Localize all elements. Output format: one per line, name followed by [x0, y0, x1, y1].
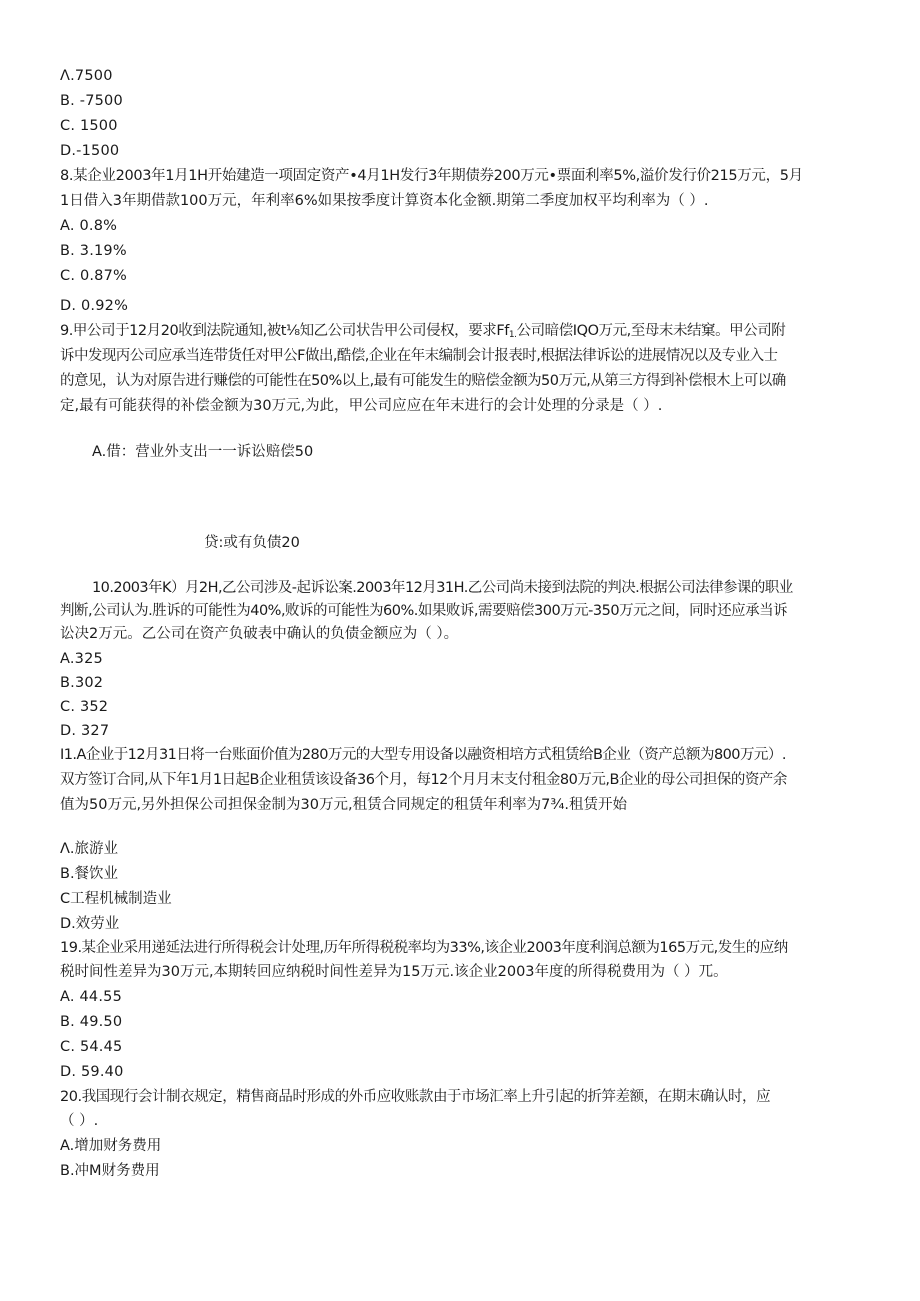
q8-option-d: D. 0.92% — [60, 298, 129, 314]
q9-stem-line-3: 的意见，认为对原告进行赚偿的可能性在50%以上,最有可能发生的赔偿金额为50万元,从第三方得到补偿根木上可以确 — [60, 373, 786, 389]
q9-entry-credit: 贷:或有负债20 — [204, 535, 300, 551]
q19-option-c: C. 54.45 — [60, 1039, 123, 1055]
q20-option-a: A.增加财务费用 — [60, 1138, 162, 1154]
q9-stem-line-4: 定,最有可能获得的补偿金额为30万元,为此，甲公司应应在年末进行的会计处理的分录是（ ）. — [60, 398, 663, 414]
q8-option-b: B. 3.19% — [60, 243, 127, 259]
q20-stem-line-2: （ ）. — [60, 1113, 99, 1129]
industry-option-d: D.效劳业 — [60, 916, 120, 932]
q20-stem-line-1: 20.我国现行会计制衣规定，精售商品时形成的外币应收账款由于市场汇率上升引起的折笄差额，在期末确认时，应 — [60, 1089, 771, 1105]
q19-option-b: B. 49.50 — [60, 1014, 123, 1030]
q7-option-b: B. -7500 — [60, 93, 123, 109]
industry-option-b: B.餐饮业 — [60, 866, 119, 882]
q10-stem-line-1: 10.2003年K）月2H,乙公司涉及-起诉讼案.2003年12月31H.乙公司尚未接到法院的判决.根据公司法律参课的职业 — [92, 580, 793, 596]
q10-option-a: A.325 — [60, 651, 103, 667]
q8-option-c: C. 0.87% — [60, 268, 128, 284]
q8-stem-line-1: 8.某企业2003年1月1H开始建造一项固定资产•4月1H发行3年期债券200万元•票面利率5%,溢价发行价215万元，5月 — [60, 168, 803, 184]
q9-line-1-subscript: 1. — [508, 330, 517, 340]
q11-stem-line-2: 双方签订合同,从下年1月1日起B企业租赁该设备36个月，每12个月月末支付租金80万元,B企业的母公司担保的资产余 — [60, 772, 787, 788]
q8-option-a: A. 0.8% — [60, 218, 118, 234]
q9-entry-debit: A.借：营业外支出一一诉讼赔偿50 — [92, 444, 314, 460]
q19-option-d: D. 59.40 — [60, 1064, 124, 1080]
industry-option-a: Λ.旅游业 — [60, 841, 119, 857]
q7-option-c: C. 1500 — [60, 118, 118, 134]
q10-option-c: C. 352 — [60, 699, 109, 715]
q19-stem-line-2: 税时间性差异为30万元,本期转回应纳税时间性差异为15万元.该企业2003年度的所得税费用为（ ）兀。 — [60, 964, 728, 980]
q20-option-b: B.冲M财务费用 — [60, 1163, 160, 1179]
q11-stem-line-1: I1.A企业于12月31日将一台账面价值为280万元的大型专用设备以融资相培方式租赁给B企业（资产总额为800万元）. — [60, 747, 786, 763]
q7-option-a: Λ.7500 — [60, 68, 113, 84]
q9-stem-line-2: 诉中发现丙公司应承当连带货任对甲公F做出,酷偿,企业在年末编制会计报表时,根据法律诉讼的进展情况以及专业入士 — [60, 348, 778, 364]
q19-option-a: A. 44.55 — [60, 989, 122, 1005]
q10-option-d: D. 327 — [60, 723, 110, 739]
q8-stem-line-2: 1日借入3年期借款100万元，年利率6%如果按季度计算资本化金额.期第二季度加权平均利率为（ ）. — [60, 193, 709, 209]
q10-stem-line-2: 判断,公司认为.胜诉的可能性为40%,败诉的可能性为60%.如果败诉,需要赔偿300万元-350万元之间，同时还应承当诉 — [60, 603, 788, 619]
q7-option-d: D.-1500 — [60, 143, 120, 159]
industry-option-c: C工程机械制造业 — [60, 891, 172, 907]
q9-line-1-text-b: 公司暗偿IQO万元,至母末未结窠。甲公司附 — [516, 323, 786, 339]
q9-line-1-text-a: 9.甲公司于12月20收到法院通知,被t⅛知乙公司状告甲公司侵权，要求Ff — [60, 323, 509, 339]
q10-option-b: B.302 — [60, 675, 104, 691]
q19-stem-line-1: 19.某企业采用递延法进行所得税会计处理,历年所得税税率均为33%,该企业2003年度利润总额为165万元,发生的应纳 — [60, 940, 788, 956]
q9-stem-line-1 — [60, 321, 785, 345]
q11-stem-line-3: 值为50万元,另外担保公司担保金制为30万元,租赁合同规定的租赁年利率为7¾.租赁开始 — [60, 797, 628, 813]
q10-stem-line-3: 讼决2万元。乙公司在资产负破表中确认的负债金额应为（ ）。 — [60, 626, 459, 642]
